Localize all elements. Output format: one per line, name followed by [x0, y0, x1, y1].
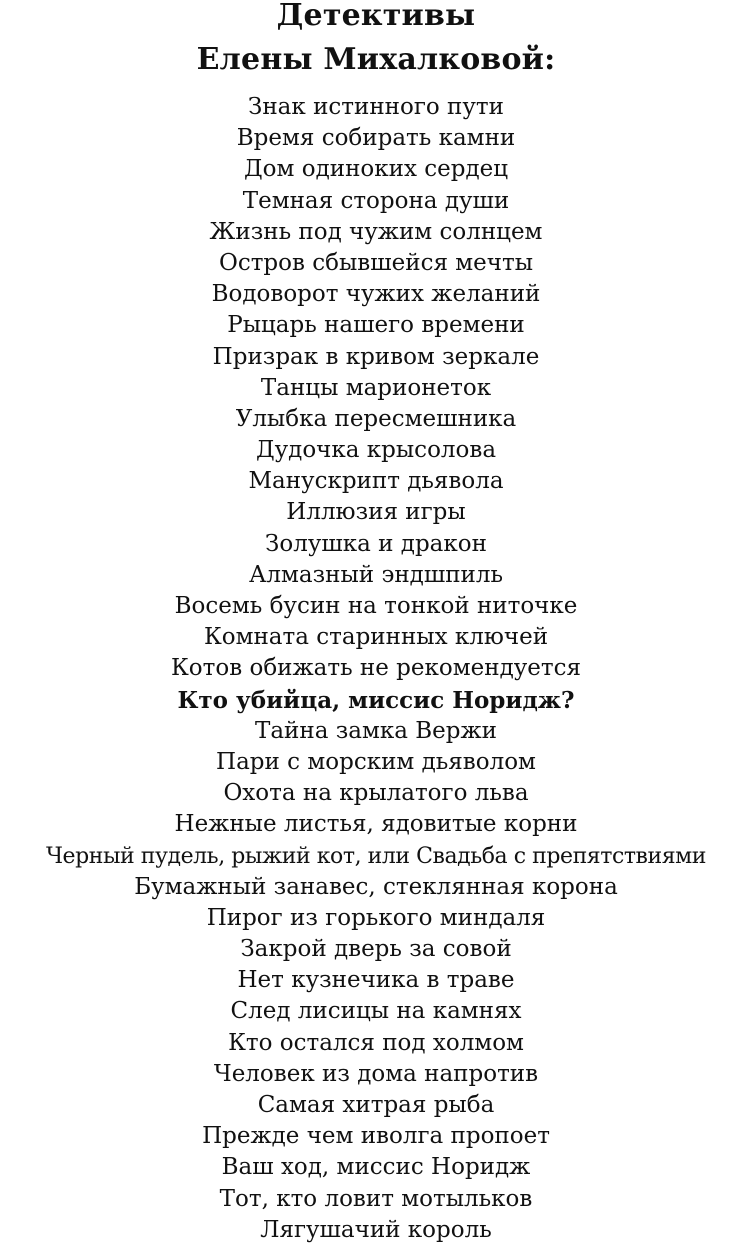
book-title: Тот, кто ловит мотыльков: [219, 1185, 533, 1212]
book-title: Водоворот чужих желаний: [211, 281, 541, 308]
book-title: Дудочка крысолова: [255, 437, 497, 464]
book-title: Время собирать камни: [236, 125, 516, 152]
book-title: Золушка и дракон: [265, 530, 487, 557]
book-title: Знак истинного пути: [248, 94, 504, 120]
book-title: Призрак в кривом зеркале: [212, 343, 540, 370]
book-title-list: [0, 92, 752, 1246]
book-title: Дом одиноких сердец: [243, 156, 509, 183]
book-title: Черный пудель, рыжий кот, или Свадьба с препятствиями: [46, 843, 706, 869]
book-title: Нет кузнечика в траве: [237, 967, 515, 994]
book-title: Восемь бусин на тонкой ниточке: [174, 593, 578, 619]
book-title-highlighted: Кто убийца, миссис Норидж?: [177, 686, 575, 714]
book-title: Пари с морским дьяволом: [216, 748, 536, 775]
book-title: Самая хитрая рыба: [257, 1092, 495, 1118]
book-title: Комната старинных ключей: [203, 624, 549, 651]
book-title: Алмазный эндшпиль: [249, 561, 503, 588]
book-title: Кто остался под холмом: [228, 1029, 524, 1056]
book-title: Прежде чем иволга пропоет: [202, 1123, 550, 1150]
book-title: Темная сторона души: [242, 187, 510, 214]
book-title: Танцы марионеток: [260, 374, 492, 401]
book-title: Жизнь под чужим солнцем: [209, 218, 543, 245]
book-title: Котов обижать не рекомендуется: [171, 655, 581, 682]
book-title: Улыбка пересмешника: [235, 405, 517, 432]
book-title: Лягушачий король: [260, 1216, 492, 1243]
book-title: Манускрипт дьявола: [248, 468, 504, 495]
book-title: Закрой дверь за совой: [240, 936, 512, 963]
book-title: Бумажный занавес, стеклянная корона: [134, 873, 618, 900]
book-title: Ваш ход, миссис Норидж: [221, 1154, 531, 1181]
heading-line-2: Елены Михалковой:: [196, 42, 556, 77]
heading-line-1: Детективы: [276, 0, 476, 33]
book-title: Рыцарь нашего времени: [227, 312, 525, 339]
book-title: Тайна замка Вержи: [254, 717, 497, 744]
book-title: Остров сбывшейся мечты: [218, 249, 534, 276]
book-title: Человек из дома напротив: [213, 1060, 539, 1087]
book-title: Иллюзия игры: [286, 499, 466, 526]
book-title: След лисицы на камнях: [230, 998, 522, 1025]
book-title: Охота на крылатого льва: [223, 780, 529, 807]
book-title: Нежные листья, ядовитые корни: [174, 811, 578, 838]
book-title: Пирог из горького миндаля: [206, 904, 546, 931]
